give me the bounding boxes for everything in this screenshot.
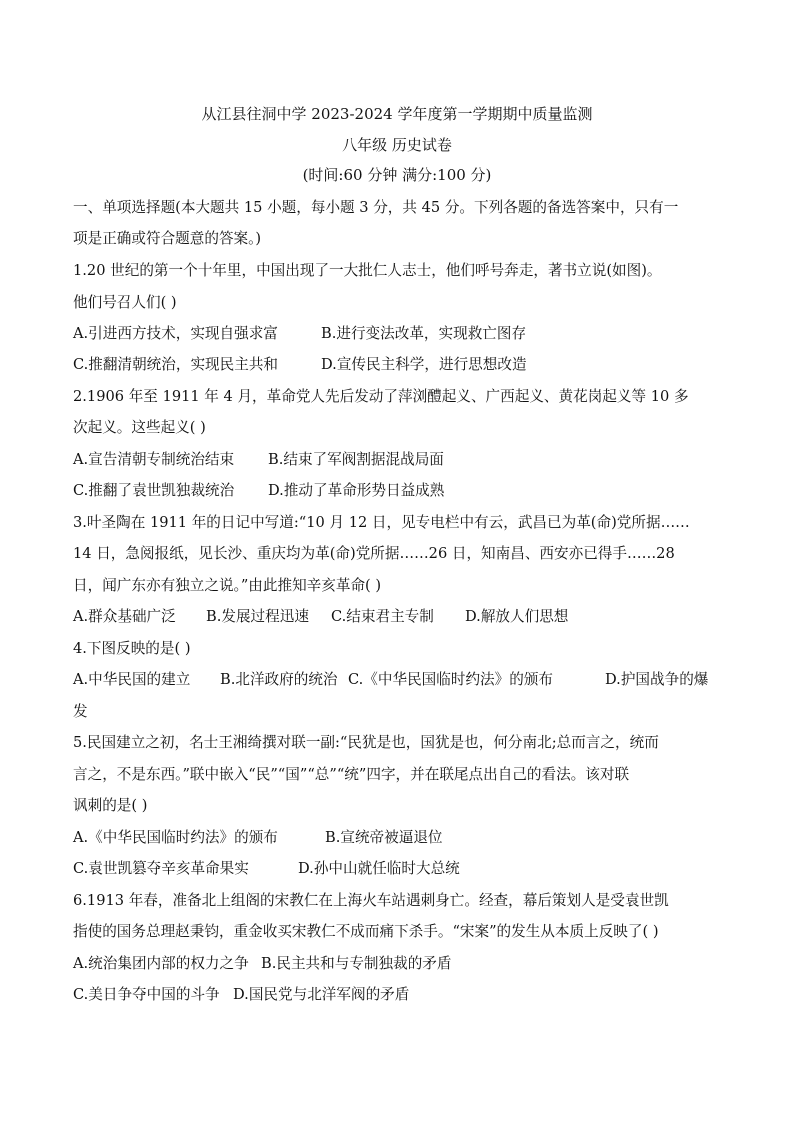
question-6-stem: 6.1913 年春，准备北上组阁的宋教仁在上海火车站遇刺身亡。经查，幕后策划人是受袁世凯 xyxy=(73,892,669,909)
question-3-stem: 日，闻广东亦有独立之说。”由此推知辛亥革命( ) xyxy=(73,577,382,594)
q3-option-d: D.解放人们思想 xyxy=(465,608,569,625)
q3-option-b: B.发展过程迅速 xyxy=(206,608,309,625)
q1-option-a: A.引进西方技术，实现自强求富 xyxy=(73,325,278,342)
question-4-options-row xyxy=(73,668,733,689)
exam-time-info: (时间:60 分钟 满分:100 分) xyxy=(302,166,492,184)
exam-title: 从江县往洞中学 2023-2024 学年度第一学期期中质量监测 xyxy=(201,105,593,123)
q2-option-a: A.宣告清朝专制统治结束 xyxy=(73,451,235,468)
question-1-stem: 1.20 世纪的第一个十年里，中国出现了一大批仁人志士，他们呼号奔走，著书立说(如图)。 xyxy=(73,262,662,279)
question-1-stem: 他们号召人们( ) xyxy=(73,294,177,311)
q1-option-c: C.推翻清朝统治，实现民主共和 xyxy=(73,356,279,373)
q6-option-d: D.国民党与北洋军阀的矛盾 xyxy=(233,986,410,1003)
q4-option-a: A.中华民国的建立 xyxy=(73,671,191,688)
question-3-stem: 14 日，急阅报纸，见长沙、重庆均为革(命)党所据……26 日，知南昌、西安亦已得手……28 xyxy=(73,545,675,562)
q4-option-b: B.北洋政府的统治 xyxy=(220,671,338,688)
question-6-options-row xyxy=(73,983,733,1004)
question-6-stem: 指使的国务总理赵秉钧，重金收买宋教仁不成而痛下杀手。“宋案”的发生从本质上反映了( ) xyxy=(73,923,659,940)
question-3-stem: 3.叶圣陶在 1911 年的日记中写道:“10 月 12 日，见专电栏中有云，武昌已为革(命)党所据…… xyxy=(73,514,690,531)
q6-option-b: B.民主共和与专制独裁的矛盾 xyxy=(261,955,452,972)
q4-option-d-continuation: 发 xyxy=(73,703,88,720)
question-3-options-row xyxy=(73,605,733,626)
question-6-options-row xyxy=(73,952,733,973)
question-5-stem: 言之，不是东西。”联中嵌入“民”“国”“总”“统”四字，并在联尾点出自己的看法。该对联 xyxy=(73,766,630,783)
exam-subtitle: 八年级 历史试卷 xyxy=(342,136,452,154)
section-intro-line: 项是正确或符合题意的答案。) xyxy=(73,230,262,247)
q5-option-d: D.孙中山就任临时大总统 xyxy=(298,860,460,877)
q5-option-c: C.袁世凯篡夺辛亥革命果实 xyxy=(73,860,249,877)
q1-option-d: D.宣传民主科学，进行思想改造 xyxy=(321,356,527,373)
q3-option-a: A.群众基础广泛 xyxy=(73,608,176,625)
q4-option-d: D.护国战争的爆 xyxy=(605,671,709,688)
q4-option-c: C.《中华民国临时约法》的颁布 xyxy=(348,671,554,688)
q1-option-b: B.进行变法改革，实现救亡图存 xyxy=(321,325,527,342)
q5-option-a: A.《中华民国临时约法》的颁布 xyxy=(73,829,278,846)
question-4-stem: 4.下图反映的是( ) xyxy=(73,640,191,657)
question-1-options-row xyxy=(73,353,733,374)
q2-option-c: C.推翻了袁世凯独裁统治 xyxy=(73,482,235,499)
question-5-options-row xyxy=(73,857,733,878)
question-2-stem: 2.1906 年至 1911 年 4 月，革命党人先后发动了萍浏醴起义、广西起义、黄花岗起义等 10 多 xyxy=(73,388,689,405)
question-2-stem: 次起义。这些起义( ) xyxy=(73,419,206,436)
section-intro-line: 一、单项选择题(本大题共 15 小题，每小题 3 分，共 45 分。下列各题的备选答案中，只有一 xyxy=(73,199,679,216)
q6-option-a: A.统治集团内部的权力之争 xyxy=(73,955,249,972)
question-1-options-row xyxy=(73,322,733,343)
q2-option-b: B.结束了军阀割据混战局面 xyxy=(268,451,444,468)
question-2-options-row xyxy=(73,448,733,469)
q5-option-b: B.宣统帝被逼退位 xyxy=(325,829,443,846)
question-5-options-row xyxy=(73,826,733,847)
question-2-options-row xyxy=(73,479,733,500)
q3-option-c: C.结束君主专制 xyxy=(331,608,434,625)
q6-option-c: C.美日争夺中国的斗争 xyxy=(73,986,220,1003)
q2-option-d: D.推动了革命形势日益成熟 xyxy=(268,482,445,499)
question-5-stem: 讽刺的是( ) xyxy=(73,797,148,814)
question-5-stem: 5.民国建立之初，名士王湘绮撰对联一副:“民犹是也，国犹是也，何分南北;总而言之，统而 xyxy=(73,734,659,751)
